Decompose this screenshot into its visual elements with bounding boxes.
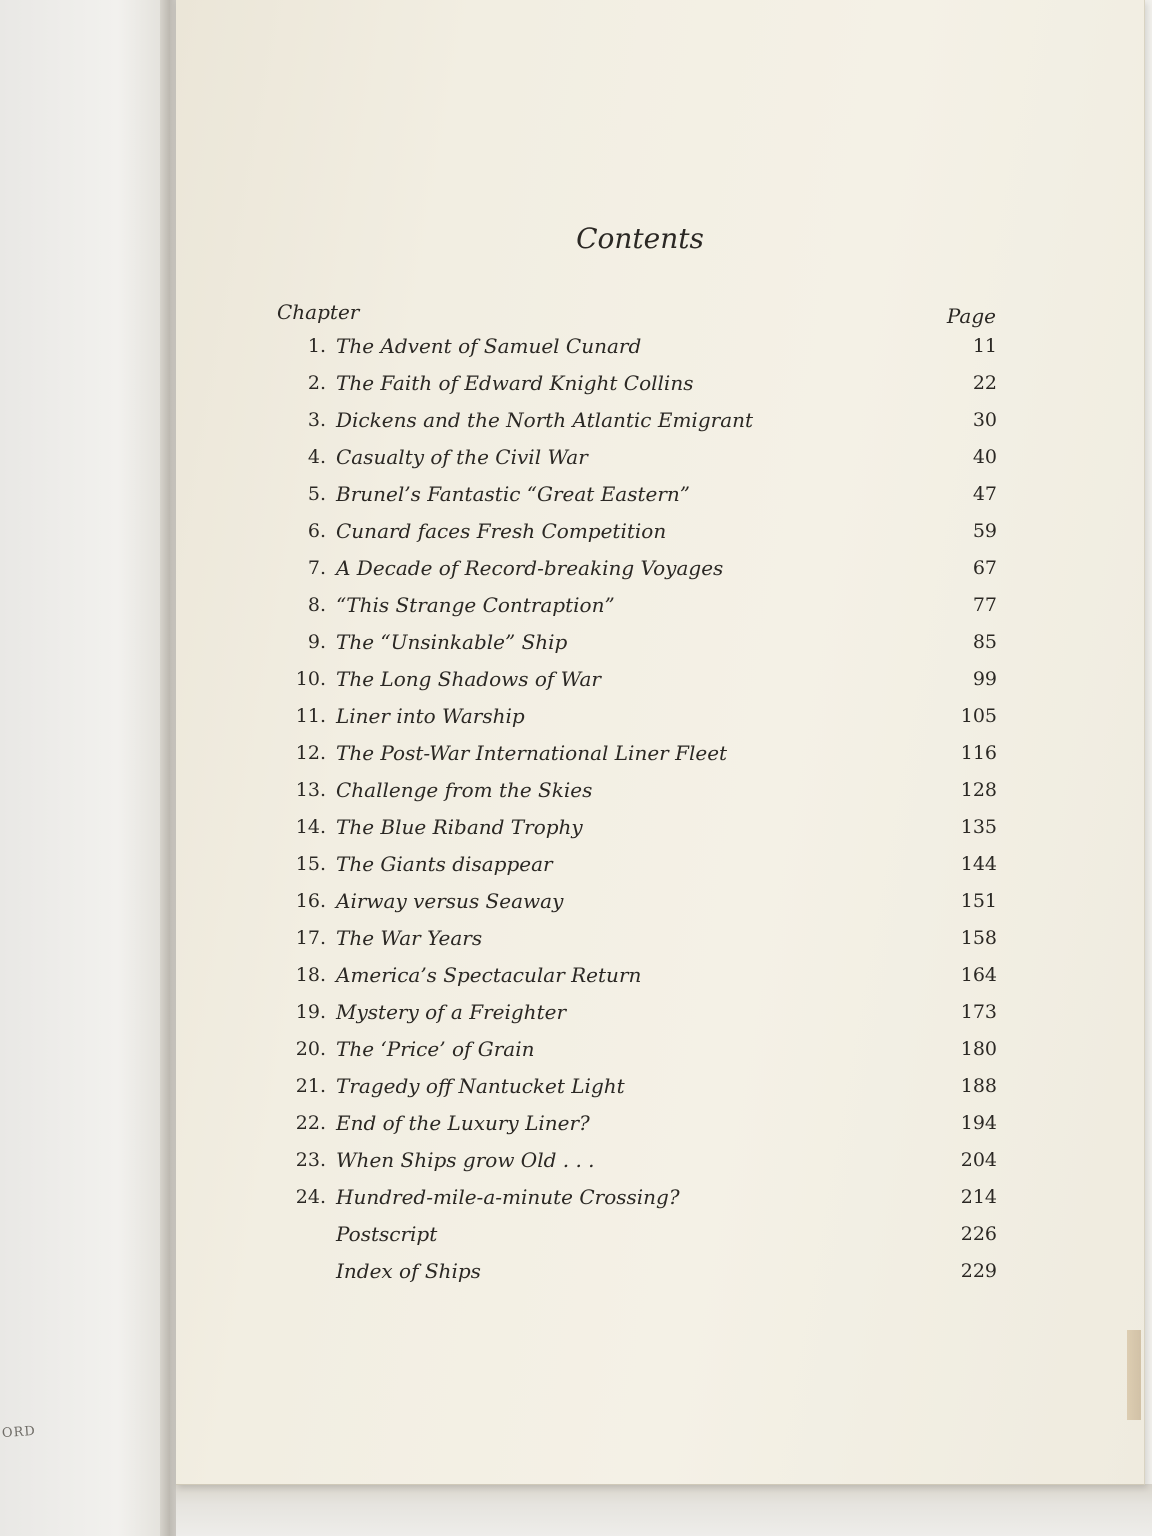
chapter-number: 12.	[295, 742, 326, 764]
page-number: 194	[960, 1112, 997, 1134]
contents-list	[274, 328, 1000, 1290]
page-number: 85	[972, 631, 997, 653]
contents-entry	[274, 1253, 1000, 1290]
page-number: 30	[972, 409, 997, 431]
chapter-number: 8.	[307, 594, 326, 616]
left-page-edge	[160, 0, 170, 1536]
page-bottom-edge	[176, 1484, 1152, 1536]
chapter-title: Liner into Warship	[336, 704, 525, 728]
page-number: 204	[960, 1149, 997, 1171]
contents-entry	[274, 476, 1000, 513]
page-number: 59	[972, 520, 997, 542]
chapter-number: 20.	[295, 1038, 326, 1060]
chapter-title: Postscript	[336, 1222, 438, 1246]
page-number: 77	[972, 594, 997, 616]
contents-entry	[274, 1179, 1000, 1216]
chapter-title: Hundred-mile-a-minute Crossing?	[336, 1185, 680, 1209]
page-number: 144	[960, 853, 997, 875]
chapter-title: The Blue Riband Trophy	[336, 815, 583, 839]
page-number: 128	[960, 779, 997, 801]
chapter-number: 6.	[307, 520, 326, 542]
page-number: 229	[960, 1260, 997, 1282]
chapter-number: 24.	[295, 1186, 326, 1208]
chapter-title: A Decade of Record-breaking Voyages	[336, 556, 724, 580]
chapter-number: 5.	[307, 483, 326, 505]
tape-mark	[1127, 1330, 1141, 1420]
contents-entry	[274, 439, 1000, 476]
chapter-title: The “Unsinkable” Ship	[336, 630, 568, 654]
chapter-number: 2.	[307, 372, 326, 394]
page-number: 151	[960, 890, 997, 912]
chapter-number: 22.	[295, 1112, 326, 1134]
chapter-title: Airway versus Seaway	[336, 889, 564, 913]
page-number: 40	[972, 446, 997, 468]
page-number: 99	[972, 668, 997, 690]
left-page	[0, 0, 168, 1536]
chapter-number: 16.	[295, 890, 326, 912]
contents-entry	[274, 1142, 1000, 1179]
chapter-number: 10.	[295, 668, 326, 690]
contents-entry	[274, 1031, 1000, 1068]
chapter-title: The Post-War International Liner Fleet	[336, 741, 728, 765]
page-number: 214	[960, 1186, 997, 1208]
chapter-number: 14.	[295, 816, 326, 838]
contents-entry	[274, 920, 1000, 957]
page-number: 135	[960, 816, 997, 838]
page-number: 164	[960, 964, 997, 986]
chapter-title: Cunard faces Fresh Competition	[336, 519, 667, 543]
chapter-number: 19.	[295, 1001, 326, 1023]
page-number: 22	[972, 372, 997, 394]
chapter-title: Mystery of a Freighter	[336, 1000, 566, 1024]
page-number: 47	[972, 483, 997, 505]
chapter-title: The Giants disappear	[336, 852, 553, 876]
chapter-title: Challenge from the Skies	[336, 778, 593, 802]
chapter-number: 11.	[295, 705, 326, 727]
chapter-column-header: Chapter	[277, 300, 360, 324]
chapter-title: End of the Luxury Liner?	[336, 1111, 590, 1135]
chapter-number: 23.	[295, 1149, 326, 1171]
chapter-title: Tragedy off Nantucket Light	[336, 1074, 625, 1098]
contents-entry	[274, 1068, 1000, 1105]
page-number: 158	[960, 927, 997, 949]
chapter-title: Dickens and the North Atlantic Emigrant	[336, 408, 754, 432]
contents-title: Contents	[576, 222, 704, 255]
chapter-number: 21.	[295, 1075, 326, 1097]
chapter-number: 18.	[295, 964, 326, 986]
page-number: 116	[960, 742, 997, 764]
chapter-number: 9.	[307, 631, 326, 653]
contents-entry	[274, 846, 1000, 883]
contents-entry	[274, 550, 1000, 587]
chapter-title: “This Strange Contraption”	[336, 593, 615, 617]
contents-entry	[274, 513, 1000, 550]
chapter-title: The War Years	[336, 926, 483, 950]
chapter-number: 13.	[295, 779, 326, 801]
left-page-stamp-fragment: ORD	[1, 1423, 37, 1442]
page-number: 188	[960, 1075, 997, 1097]
contents-entry	[274, 365, 1000, 402]
contents-entry	[274, 328, 1000, 365]
contents-entry	[274, 735, 1000, 772]
chapter-number: 17.	[295, 927, 326, 949]
chapter-title: America’s Spectacular Return	[336, 963, 642, 987]
chapter-number: 7.	[307, 557, 326, 579]
page-number: 67	[972, 557, 997, 579]
chapter-title: Brunel’s Fantastic “Great Eastern”	[336, 482, 691, 506]
page-column-header: Page	[946, 304, 996, 328]
chapter-title: Index of Ships	[336, 1259, 481, 1283]
contents-entry	[274, 587, 1000, 624]
contents-entry	[274, 809, 1000, 846]
page-number: 180	[960, 1038, 997, 1060]
chapter-number: 3.	[307, 409, 326, 431]
page-number: 173	[960, 1001, 997, 1023]
chapter-title: The ‘Price’ of Grain	[336, 1037, 535, 1061]
page-number: 226	[960, 1223, 997, 1245]
chapter-title: When Ships grow Old . . .	[336, 1148, 595, 1172]
contents-entry	[274, 1216, 1000, 1253]
contents-entry	[274, 883, 1000, 920]
chapter-number: 15.	[295, 853, 326, 875]
contents-entry	[274, 1105, 1000, 1142]
contents-entry	[274, 957, 1000, 994]
contents-entry	[274, 698, 1000, 735]
contents-entry	[274, 994, 1000, 1031]
contents-entry	[274, 661, 1000, 698]
page-number: 11	[972, 335, 997, 357]
contents-entry	[274, 772, 1000, 809]
chapter-title: The Faith of Edward Knight Collins	[336, 371, 694, 395]
chapter-title: The Advent of Samuel Cunard	[336, 334, 642, 358]
chapter-number: 4.	[307, 446, 326, 468]
page-number: 105	[960, 705, 997, 727]
contents-entry	[274, 402, 1000, 439]
chapter-title: Casualty of the Civil War	[336, 445, 588, 469]
contents-entry	[274, 624, 1000, 661]
chapter-title: The Long Shadows of War	[336, 667, 601, 691]
chapter-number: 1.	[307, 335, 326, 357]
